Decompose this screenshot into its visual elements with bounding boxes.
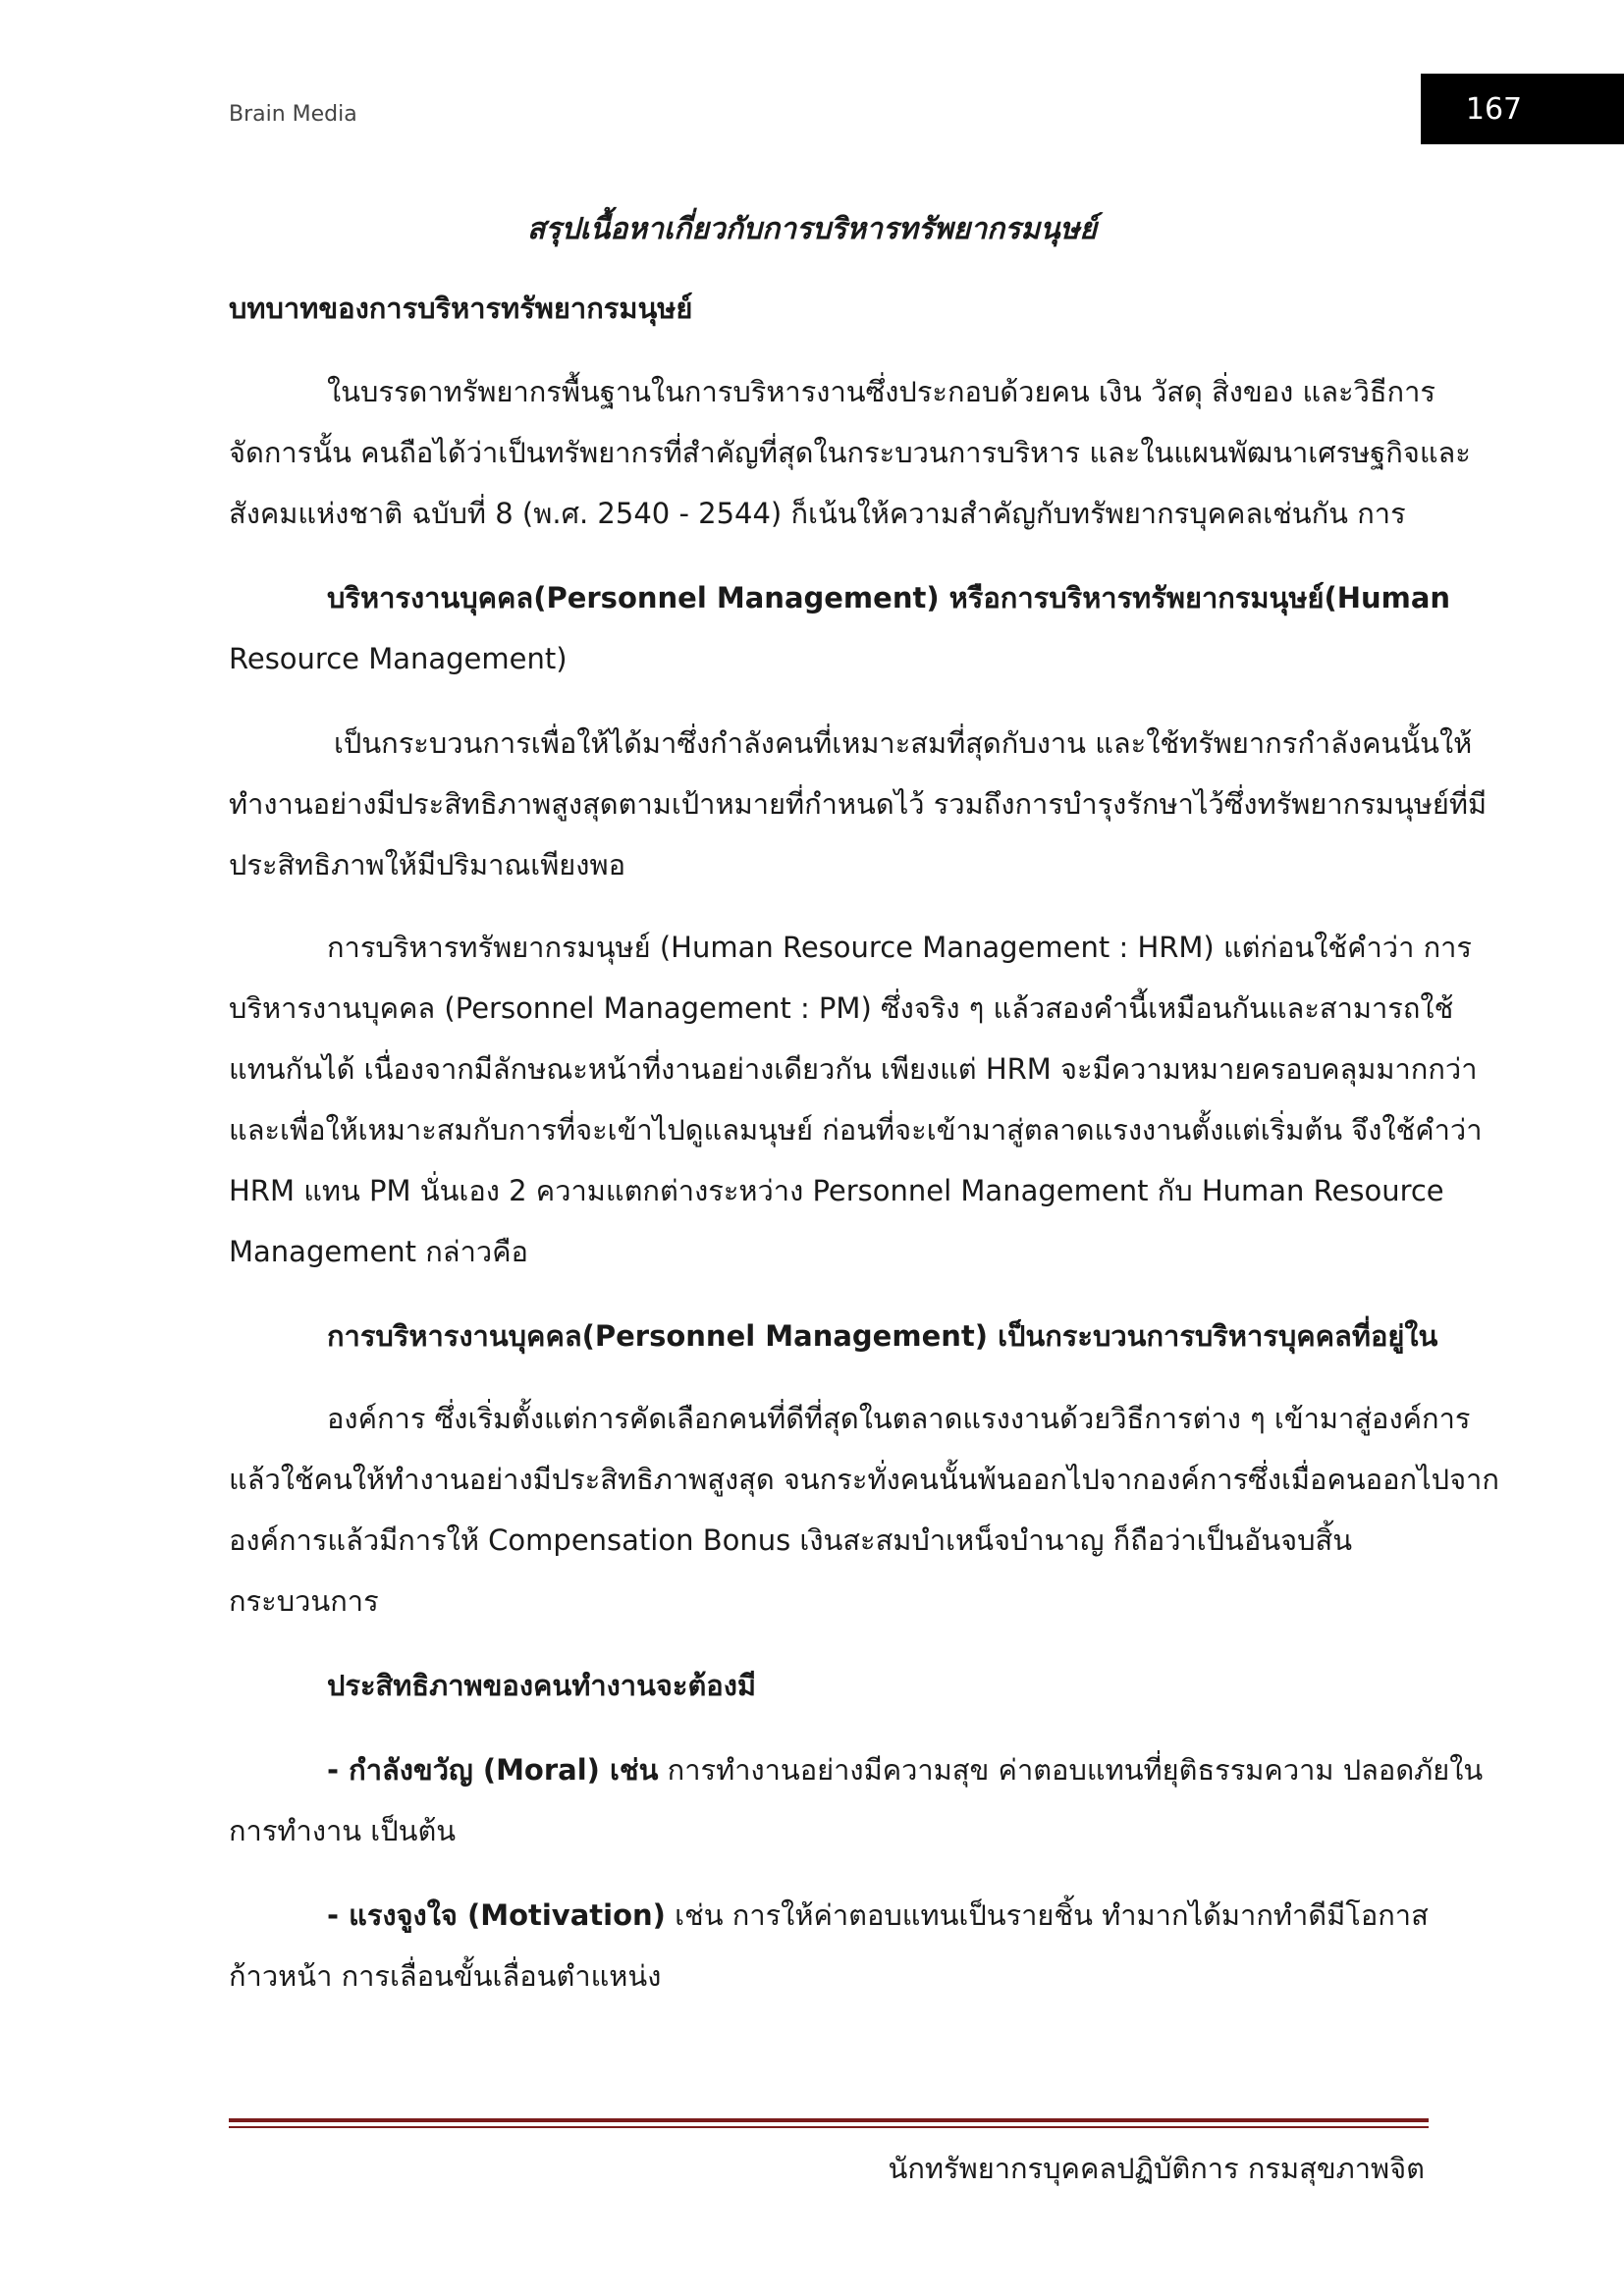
bullet-motivation-term: - แรงจูงใจ (Motivation) <box>327 1898 666 1932</box>
bullet-motivation-text: เช่น การให้ค่าตอบแทนเป็นรายชิ้น ทำมากได้มากทำดีมีโอกาส <box>665 1898 1429 1932</box>
header-brand: Brain Media <box>229 102 357 127</box>
footer-divider-thin <box>229 2126 1429 2128</box>
section-heading: บทบาทของการบริหารทรัพยากรมนุษย์ <box>229 292 693 325</box>
paragraph-3-line: การบริหารทรัพยากรมนุษย์ (Human Resource Management : HRM) แต่ก่อนใช้คำว่า การ <box>327 931 1473 964</box>
subheading-personnel-management: บริหารงานบุคคล(Personnel Management) หรือการบริหารทรัพยากรมนุษย์(Human <box>327 581 1451 614</box>
paragraph-3-line: และเพื่อให้เหมาะสมกับการที่จะเข้าไปดูแลมนุษย์ ก่อนที่จะเข้ามาสู่ตลาดแรงงานตั้งแต่เริ่มต้น จึงใช้คำว่า <box>229 1113 1483 1147</box>
paragraph-4-line: องค์การ ซึ่งเริ่มตั้งแต่การคัดเลือกคนที่ดีที่สุดในตลาดแรงงานด้วยวิธีการต่าง ๆ เข้ามาสู่องค์การ <box>327 1402 1471 1435</box>
paragraph-1-line: จัดการนั้น คนถือได้ว่าเป็นทรัพยากรที่สำคัญที่สุดในกระบวนการบริหาร และในแผนพัฒนาเศรษฐกิจและ <box>229 436 1471 469</box>
paragraph-4-line: กระบวนการ <box>229 1584 379 1618</box>
paragraph-4-line: แล้วใช้คนให้ทำงานอย่างมีประสิทธิภาพสูงสุด จนกระทั่งคนนั้นพ้นออกไปจากองค์การซึ่งเมื่อคนออกไปจาก <box>229 1463 1499 1496</box>
paragraph-2-line: เป็นกระบวนการเพื่อให้ได้มาซึ่งกำลังคนที่เหมาะสมที่สุดกับงาน และใช้ทรัพยากรกำลังคนนั้นให้ <box>334 726 1473 760</box>
bullet-moral-text: การทำงานอย่างมีความสุข ค่าตอบแทนที่ยุติธรรมความ ปลอดภัยใน <box>658 1753 1484 1787</box>
paragraph-3-line: Management กล่าวคือ <box>229 1235 528 1268</box>
paragraph-4-line: องค์การแล้วมีการให้ Compensation Bonus เงินสะสมบำเหน็จบำนาญ ก็ถือว่าเป็นอันจบสิ้น <box>229 1523 1353 1557</box>
footer-text: นักทรัพยากรบุคคลปฏิบัติการ กรมสุขภาพจิต <box>888 2152 1425 2185</box>
paragraph-2-line: ทำงานอย่างมีประสิทธิภาพสูงสุดตามเป้าหมายที่กำหนดไว้ รวมถึงการบำรุงรักษาไว้ซึ่งทรัพยากรมนุษย์ที่มี <box>229 787 1488 821</box>
subheading-personnel-process: การบริหารงานบุคคล(Personnel Management) เป็นกระบวนการบริหารบุคคลที่อยู่ใน <box>327 1319 1438 1353</box>
subheading-efficiency: ประสิทธิภาพของคนทำงานจะต้องมี <box>327 1669 756 1702</box>
paragraph-1-line: ในบรรดาทรัพยากรพื้นฐานในการบริหารงานซึ่งประกอบด้วยคน เงิน วัสดุ สิ่งของ และวิธีการ <box>327 375 1435 408</box>
bullet-moral <box>327 1739 1483 1800</box>
paragraph-3-line: แทนกันได้ เนื่องจากมีลักษณะหน้าที่งานอย่างเดียวกัน เพียงแต่ HRM จะมีความหมายครอบคลุมมากกว่า <box>229 1052 1478 1086</box>
paragraph-1-line: สังคมแห่งชาติ ฉบับที่ 8 (พ.ศ. 2540 - 2544) ก็เน้นให้ความสำคัญกับทรัพยากรบุคคลเช่นกัน การ <box>229 497 1406 530</box>
bullet-motivation-cont: ก้าวหน้า การเลื่อนขั้นเลื่อนตำแหน่ง <box>229 1959 662 1993</box>
bullet-moral-term: - กำลังขวัญ (Moral) เช่น <box>327 1753 659 1787</box>
footer-divider <box>229 2118 1429 2122</box>
paragraph-3-line: บริหารงานบุคคล (Personnel Management : PM) ซึ่งจริง ๆ แล้วสองคำนี้เหมือนกันและสามารถใช้ <box>229 991 1454 1025</box>
page-number-badge: 167 <box>1421 74 1624 144</box>
bullet-motivation <box>327 1885 1429 1946</box>
paragraph-3-line: HRM แทน PM นั่นเอง 2 ความแตกต่างระหว่าง Personnel Management กับ Human Resource <box>229 1174 1444 1207</box>
bullet-moral-cont: การทำงาน เป็นต้น <box>229 1814 457 1847</box>
document-title: สรุปเนื้อหาเกี่ยวกับการบริหารทรัพยากรมนุษย์ <box>527 212 1097 246</box>
paragraph-2-line: ประสิทธิภาพให้มีปริมาณเพียงพอ <box>229 848 625 881</box>
subheading-personnel-management-cont: Resource Management) <box>229 642 568 675</box>
